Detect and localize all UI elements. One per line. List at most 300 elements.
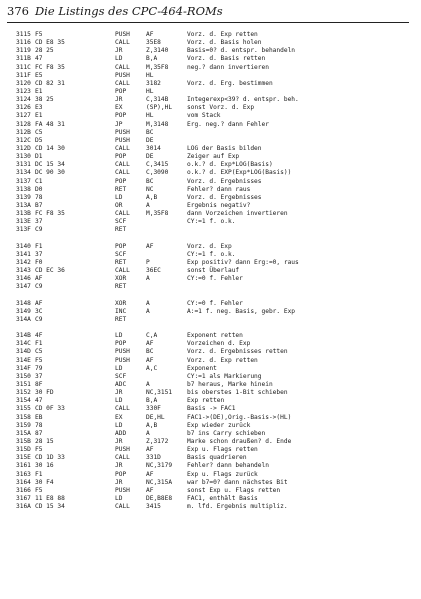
opcode-bytes: C9 [35, 226, 43, 234]
comment: Basis -> FAC1 [187, 405, 236, 413]
comment: sonst Exp u. Flags retten [187, 486, 281, 494]
operands: 330F [146, 405, 161, 413]
listing-line [0, 112, 421, 120]
opcode-bytes: CD 14 30 [35, 144, 65, 152]
address: 311C [16, 63, 31, 71]
mnemonic: LD [115, 421, 123, 429]
comment: Exp u. Flags zurück [187, 470, 258, 478]
mnemonic: LD [115, 364, 123, 372]
opcode-bytes: 38 25 [35, 96, 54, 104]
comment: FAC1->(DE),Orig.-Basis->(HL) [187, 413, 292, 421]
operands: B,A [146, 397, 158, 405]
operands: C,3090 [146, 169, 169, 177]
listing-line [0, 471, 421, 479]
operands: M,35F8 [146, 63, 169, 71]
address: 311B [16, 55, 31, 63]
listing-line [0, 495, 421, 503]
listing-line [0, 365, 421, 373]
listing-line [0, 194, 421, 202]
listing-line [0, 316, 421, 324]
operands: DE [146, 136, 154, 144]
mnemonic: RET [115, 226, 127, 234]
address: 3164 [16, 478, 31, 486]
comment: Fehler? dann behandeln [187, 462, 269, 470]
header-rule [7, 22, 409, 23]
listing-line [0, 275, 421, 283]
operands: DE,B8E8 [146, 495, 173, 503]
address: 3163 [16, 470, 31, 478]
mnemonic: PUSH [115, 446, 130, 454]
listing-line [0, 340, 421, 348]
comment: Vorz. d. Exp [187, 242, 232, 250]
opcode-bytes: D1 [35, 153, 43, 161]
opcode-bytes: F5 [35, 486, 43, 494]
comment: Exp wieder zurück [187, 421, 251, 429]
listing-line [0, 137, 421, 145]
opcode-bytes: EB [35, 413, 43, 421]
operands: NC,3151 [146, 389, 173, 397]
comment: Vorz. d. Ergebnisses [187, 177, 262, 185]
address: 3126 [16, 104, 31, 112]
address: 315E [16, 454, 31, 462]
listing-line [0, 161, 421, 169]
comment: A:=1 f. neg. Basis, gebr. Exp [187, 307, 296, 315]
listing-line [0, 202, 421, 210]
opcode-bytes: 37 [35, 218, 43, 226]
operands: 3182 [146, 79, 161, 87]
listing-line [0, 96, 421, 104]
mnemonic: JR [115, 438, 123, 446]
mnemonic: OR [115, 201, 123, 209]
opcode-bytes: FC F8 35 [35, 210, 65, 218]
operands: NC,3179 [146, 462, 173, 470]
address: 315A [16, 429, 31, 437]
opcode-bytes: D0 [35, 185, 43, 193]
address: 3127 [16, 112, 31, 120]
mnemonic: LD [115, 495, 123, 503]
listing-line [0, 47, 421, 55]
listing-line [0, 259, 421, 267]
mnemonic: XOR [115, 299, 127, 307]
operands: M,35F8 [146, 210, 169, 218]
operands: A [146, 275, 150, 283]
listing-line [0, 218, 421, 226]
operands: Z,3140 [146, 47, 169, 55]
comment: o.k.? d. Exp*LOG(Basis) [187, 161, 273, 169]
mnemonic: SCF [115, 372, 127, 380]
comment: Exponent [187, 364, 217, 372]
comment: Vorz. d. Ergebnisses retten [187, 348, 288, 356]
listing-line [0, 357, 421, 365]
address: 315B [16, 438, 31, 446]
mnemonic: POP [115, 112, 127, 120]
opcode-bytes: 4F [35, 332, 43, 340]
page-header [7, 4, 407, 20]
operands: P [146, 258, 150, 266]
opcode-bytes: C9 [35, 315, 43, 323]
operands: M,3148 [146, 120, 169, 128]
comment: CY:=0 f. Fehler [187, 299, 243, 307]
listing-line [0, 373, 421, 381]
opcode-bytes: E3 [35, 104, 43, 112]
mnemonic: PUSH [115, 486, 130, 494]
address: 312C [16, 136, 31, 144]
operands: C,3415 [146, 161, 169, 169]
operands: Z,3172 [146, 438, 169, 446]
mnemonic: CALL [115, 503, 130, 511]
address: 314F [16, 364, 31, 372]
comment: Exp retten [187, 397, 225, 405]
address: 313A [16, 201, 31, 209]
listing-line [0, 300, 421, 308]
opcode-bytes: 28 25 [35, 47, 54, 55]
mnemonic: CALL [115, 39, 130, 47]
comment: Erg. neg.? dann Fehler [187, 120, 269, 128]
listing-line [0, 178, 421, 186]
address: 313F [16, 226, 31, 234]
comment: Exp u. Flags retten [187, 446, 258, 454]
opcode-bytes: CD 1D 33 [35, 454, 65, 462]
comment: Fehler? dann raus [187, 185, 251, 193]
operands: A,C [146, 364, 158, 372]
page-number: 376 [7, 4, 29, 18]
operands: HL [146, 112, 154, 120]
mnemonic: RET [115, 185, 127, 193]
mnemonic: POP [115, 153, 127, 161]
listing-line [0, 381, 421, 389]
opcode-bytes: 87 [35, 429, 43, 437]
comment: m. lfd. Ergebnis multipliz. [187, 503, 288, 511]
listing-line [0, 72, 421, 80]
opcode-bytes: F5 [35, 446, 43, 454]
address: 3139 [16, 193, 31, 201]
operands: DE [146, 153, 154, 161]
block-separator [0, 292, 421, 300]
mnemonic: POP [115, 242, 127, 250]
address: 3130 [16, 153, 31, 161]
address: 3134 [16, 169, 31, 177]
operands: 36EC [146, 267, 161, 275]
operands: C,314B [146, 96, 169, 104]
mnemonic: RET [115, 258, 127, 266]
opcode-bytes: E5 [35, 71, 43, 79]
comment: CY:=1 f. o.k. [187, 218, 236, 226]
opcode-bytes: F1 [35, 340, 43, 348]
listing-line [0, 31, 421, 39]
comment: Marke schon draußen? d. Ende [187, 438, 292, 446]
listing-line [0, 243, 421, 251]
mnemonic: ADD [115, 429, 127, 437]
address: 3116 [16, 39, 31, 47]
operands: A [146, 299, 150, 307]
comment: Vorzeichen d. Exp [187, 340, 251, 348]
opcode-bytes: FA 48 31 [35, 120, 65, 128]
operands: A [146, 381, 150, 389]
address: 3137 [16, 177, 31, 185]
opcode-bytes: DC 90 30 [35, 169, 65, 177]
address: 3142 [16, 258, 31, 266]
mnemonic: CALL [115, 63, 130, 71]
opcode-bytes: B7 [35, 201, 43, 209]
mnemonic: XOR [115, 275, 127, 283]
listing-line [0, 503, 421, 511]
address: 314D [16, 348, 31, 356]
mnemonic: SCF [115, 218, 127, 226]
listing-line [0, 479, 421, 487]
opcode-bytes: 30 16 [35, 462, 54, 470]
operands: AF [146, 340, 154, 348]
opcode-bytes: F5 [35, 356, 43, 364]
opcode-bytes: C5 [35, 128, 43, 136]
mnemonic: POP [115, 177, 127, 185]
mnemonic: POP [115, 470, 127, 478]
mnemonic: PUSH [115, 356, 130, 364]
listing-line [0, 145, 421, 153]
address: 3152 [16, 389, 31, 397]
listing-line [0, 348, 421, 356]
operands: AF [146, 470, 154, 478]
mnemonic: LD [115, 332, 123, 340]
listing-line [0, 186, 421, 194]
mnemonic: PUSH [115, 31, 130, 38]
opcode-bytes: D5 [35, 136, 43, 144]
mnemonic: PUSH [115, 136, 130, 144]
opcode-bytes: FC F8 35 [35, 63, 65, 71]
mnemonic: PUSH [115, 348, 130, 356]
operands: HL [146, 71, 154, 79]
mnemonic: PUSH [115, 71, 130, 79]
operands: BC [146, 348, 154, 356]
address: 3155 [16, 405, 31, 413]
operands: A [146, 429, 150, 437]
comment: Basis=0? d. entspr. behandeln [187, 47, 296, 55]
address: 3150 [16, 372, 31, 380]
address: 3146 [16, 275, 31, 283]
operands: AF [146, 446, 154, 454]
address: 3140 [16, 242, 31, 250]
comment: Exponent retten [187, 332, 243, 340]
listing-line [0, 487, 421, 495]
opcode-bytes: 30 F4 [35, 478, 54, 486]
address: 3147 [16, 283, 31, 291]
address: 3161 [16, 462, 31, 470]
mnemonic: RET [115, 315, 127, 323]
opcode-bytes: AF [35, 299, 43, 307]
opcode-bytes: C1 [35, 177, 43, 185]
address: 313B [16, 210, 31, 218]
operands: (SP),HL [146, 104, 173, 112]
listing-line [0, 88, 421, 96]
listing-line [0, 422, 421, 430]
mnemonic: JR [115, 389, 123, 397]
address: 3138 [16, 185, 31, 193]
operands: BC [146, 128, 154, 136]
listing-line [0, 39, 421, 47]
address: 3154 [16, 397, 31, 405]
address: 3166 [16, 486, 31, 494]
operands: DE,HL [146, 413, 165, 421]
listing-line [0, 430, 421, 438]
listing-line [0, 129, 421, 137]
block-separator [0, 324, 421, 332]
comment: Vorz. d. Exp retten [187, 356, 258, 364]
operands: AF [146, 486, 154, 494]
opcode-bytes: F1 [35, 470, 43, 478]
mnemonic: LD [115, 397, 123, 405]
opcode-bytes: 37 [35, 250, 43, 258]
operands: 3014 [146, 144, 161, 152]
mnemonic: CALL [115, 161, 130, 169]
opcode-bytes: CD 82 31 [35, 79, 65, 87]
listing-line [0, 210, 421, 218]
comment: sonst Vorz. d. Exp [187, 104, 255, 112]
address: 312D [16, 144, 31, 152]
comment: Vorz. d. Basis holen [187, 39, 262, 47]
mnemonic: JR [115, 96, 123, 104]
address: 312B [16, 128, 31, 136]
address: 3143 [16, 267, 31, 275]
address: 3167 [16, 495, 31, 503]
address: 3149 [16, 307, 31, 315]
operands: HL [146, 87, 154, 95]
mnemonic: INC [115, 307, 127, 315]
mnemonic: JP [115, 120, 123, 128]
address: 316A [16, 503, 31, 511]
opcode-bytes: 47 [35, 55, 43, 63]
mnemonic: JR [115, 478, 123, 486]
opcode-bytes: AF [35, 275, 43, 283]
listing-line [0, 405, 421, 413]
address: 3151 [16, 381, 31, 389]
comment: neg.? dann invertieren [187, 63, 269, 71]
mnemonic: LD [115, 55, 123, 63]
opcode-bytes: 78 [35, 193, 43, 201]
opcode-bytes: 37 [35, 372, 43, 380]
operands: NC,315A [146, 478, 173, 486]
mnemonic: JR [115, 462, 123, 470]
listing-line [0, 446, 421, 454]
comment: Ergebnis negativ? [187, 201, 251, 209]
opcode-bytes: F1 [35, 242, 43, 250]
comment: b7 heraus, Marke hinein [187, 381, 273, 389]
opcode-bytes: CD 0F 33 [35, 405, 65, 413]
operands: C,A [146, 332, 158, 340]
address: 3120 [16, 79, 31, 87]
mnemonic: CALL [115, 169, 130, 177]
block-separator [0, 235, 421, 243]
listing-line [0, 121, 421, 129]
listing-line [0, 332, 421, 340]
operands: 331D [146, 454, 161, 462]
listing-line [0, 153, 421, 161]
opcode-bytes: F0 [35, 258, 43, 266]
mnemonic: CALL [115, 454, 130, 462]
address: 314E [16, 356, 31, 364]
address: 314C [16, 340, 31, 348]
opcode-bytes: 11 E8 88 [35, 495, 65, 503]
comment: CY:=1 als Markierung [187, 372, 262, 380]
listing-line [0, 283, 421, 291]
opcode-bytes: 79 [35, 364, 43, 372]
comment: Vorz. d. Exp retten [187, 31, 258, 38]
comment: war b7=0? dann nächstes Bit [187, 478, 288, 486]
listing-line [0, 389, 421, 397]
mnemonic: PUSH [115, 128, 130, 136]
operands: A,B [146, 421, 158, 429]
comment: CY:=0 f. Fehler [187, 275, 243, 283]
comment: Integerexp<39? d. entspr. beh. [187, 96, 299, 104]
mnemonic: POP [115, 87, 127, 95]
comment: bis oberstes 1-Bit schieben [187, 389, 288, 397]
mnemonic: POP [115, 340, 127, 348]
assembly-listing [0, 31, 421, 511]
opcode-bytes: 8F [35, 381, 43, 389]
operands: BC [146, 177, 154, 185]
comment: vom Stack [187, 112, 221, 120]
address: 314B [16, 332, 31, 340]
opcode-bytes: E1 [35, 112, 43, 120]
comment: CY:=1 f. o.k. [187, 250, 236, 258]
address: 314A [16, 315, 31, 323]
listing-line [0, 438, 421, 446]
operands: AF [146, 242, 154, 250]
listing-line [0, 251, 421, 259]
mnemonic: CALL [115, 144, 130, 152]
listing-line [0, 397, 421, 405]
mnemonic: ADC [115, 381, 127, 389]
address: 3158 [16, 413, 31, 421]
comment: Vorz. d. Erg. bestimmen [187, 79, 273, 87]
listing-line [0, 226, 421, 234]
listing-line [0, 55, 421, 63]
operands: A [146, 201, 150, 209]
address: 3115 [16, 31, 31, 38]
mnemonic: CALL [115, 210, 130, 218]
listing-line [0, 169, 421, 177]
comment: Vorz. d. Basis retten [187, 55, 266, 63]
address: 313E [16, 218, 31, 226]
mnemonic: SCF [115, 250, 127, 258]
operands: 3415 [146, 503, 161, 511]
address: 315D [16, 446, 31, 454]
mnemonic: CALL [115, 405, 130, 413]
page-title: Die Listings des CPC-464-ROMs [34, 4, 223, 18]
operands: 35E8 [146, 39, 161, 47]
address: 3123 [16, 87, 31, 95]
listing-line [0, 462, 421, 470]
listing-line [0, 414, 421, 422]
comment: Exp positiv? dann Erg:=0, raus [187, 258, 299, 266]
comment: Vorz. d. Ergebnisses [187, 193, 262, 201]
operands: A,B [146, 193, 158, 201]
listing-line [0, 80, 421, 88]
address: 3141 [16, 250, 31, 258]
opcode-bytes: 30 FD [35, 389, 54, 397]
mnemonic: JR [115, 47, 123, 55]
operands: B,A [146, 55, 158, 63]
operands: AF [146, 31, 154, 38]
mnemonic: CALL [115, 79, 130, 87]
address: 3124 [16, 96, 31, 104]
comment: FAC1, enthält Basis [187, 495, 258, 503]
opcode-bytes: CD E8 35 [35, 39, 65, 47]
mnemonic: LD [115, 193, 123, 201]
opcode-bytes: 28 15 [35, 438, 54, 446]
opcode-bytes: C9 [35, 283, 43, 291]
address: 3131 [16, 161, 31, 169]
comment: b7 ins Carry schieben [187, 429, 266, 437]
operands: NC [146, 185, 154, 193]
